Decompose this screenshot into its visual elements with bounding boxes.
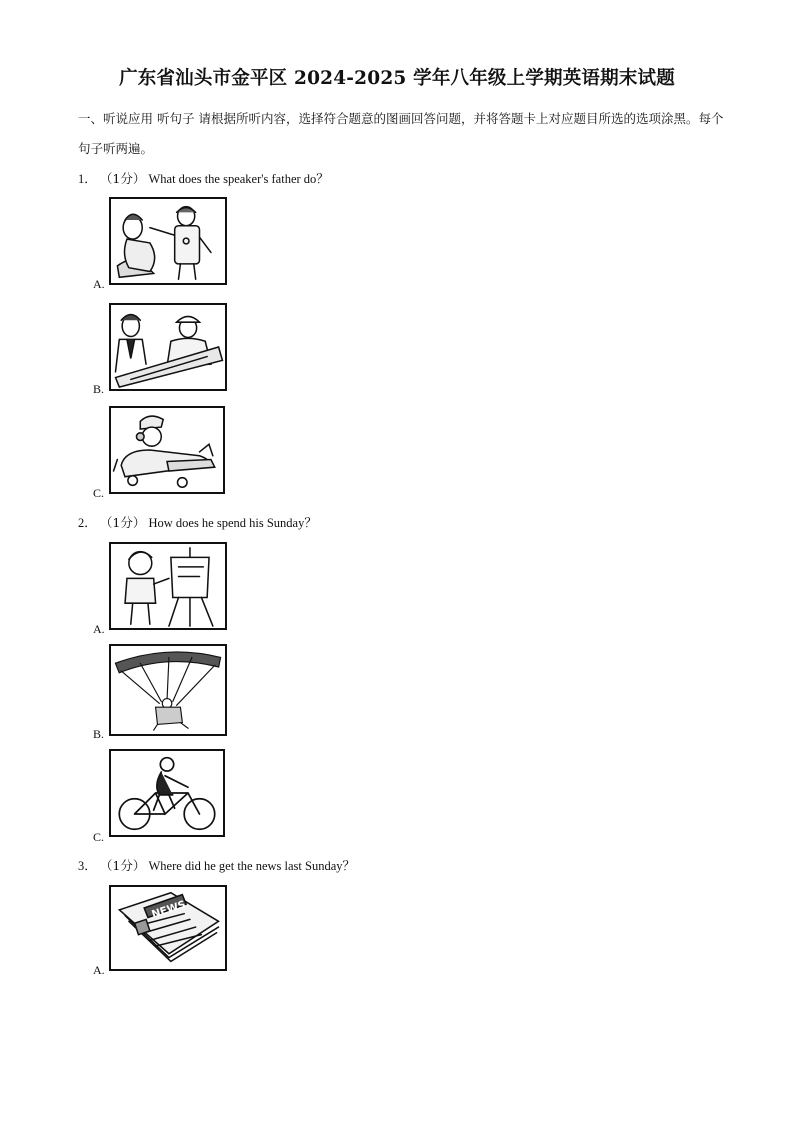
- page-title: 广东省汕头市金平区 2024-2025 学年八年级上学期英语期末试题: [119, 68, 675, 89]
- engineers-illustration: [111, 305, 225, 389]
- question-number: 1．: [78, 172, 97, 186]
- pilot-illustration: [111, 408, 223, 492]
- option-label: A.: [93, 963, 105, 977]
- question-number: 2．: [78, 516, 97, 530]
- question-points: （1分）: [99, 515, 146, 530]
- question-2: [78, 513, 317, 531]
- option-label: C.: [93, 486, 105, 500]
- painting-picture[interactable]: [109, 542, 227, 630]
- cycling-illustration: [111, 751, 223, 835]
- section-instructions: 一、听说应用 听句子 请根据所听内容，选择符合题意的图画回答问题，并将答题卡上对应题目所选的选项涂黑。每个句子听两遍。: [78, 111, 724, 156]
- newspaper-illustration: [111, 887, 225, 969]
- option-label: B.: [93, 382, 105, 396]
- dentist-picture[interactable]: [109, 197, 227, 285]
- question-text: What does the speaker's father do？: [148, 172, 329, 186]
- question-points: （1分）: [99, 858, 146, 873]
- question-number: 3．: [78, 859, 97, 873]
- paragliding-illustration: [111, 646, 225, 734]
- engineers-picture[interactable]: [109, 303, 227, 391]
- question-1: [78, 169, 329, 187]
- option-label: B.: [93, 727, 105, 741]
- question-text: How does he spend his Sunday？: [148, 516, 317, 530]
- option-label: A.: [93, 622, 105, 636]
- painting-illustration: [111, 544, 225, 628]
- question-3: [78, 856, 355, 874]
- newspaper-picture[interactable]: [109, 885, 227, 971]
- newspaper-headline: NEWS: [150, 898, 188, 921]
- question-text: Where did he get the news last Sunday？: [148, 859, 356, 873]
- paragliding-picture[interactable]: [109, 644, 227, 736]
- question-points: （1分）: [99, 171, 146, 186]
- dentist-illustration: [111, 199, 225, 283]
- option-label: A.: [93, 277, 105, 291]
- option-label: C.: [93, 830, 105, 844]
- pilot-picture[interactable]: [109, 406, 225, 494]
- cycling-picture[interactable]: [109, 749, 225, 837]
